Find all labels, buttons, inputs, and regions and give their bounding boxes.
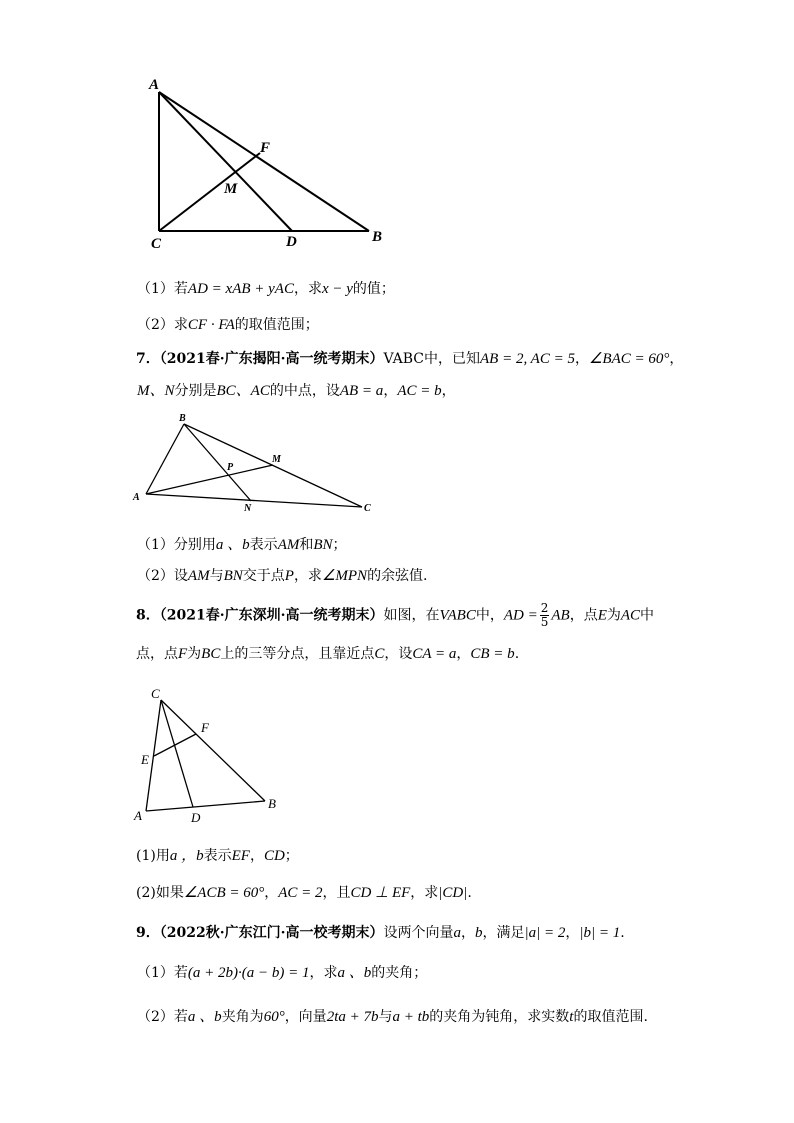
label-e: E bbox=[141, 752, 149, 767]
q8-line2: 点，点F为BC上的三等分点，且靠近点C，设CA = a，CB = b. bbox=[136, 646, 520, 662]
label-f: F bbox=[260, 140, 271, 156]
label-f: F bbox=[201, 720, 209, 735]
q9-line1: 9．（2022秋·广东江门·高一校考期末）设两个向量a，b，满足|a| = 2，|b| = 1. bbox=[136, 925, 625, 941]
q8-part1: (1)用a ，b表示EF，CD； bbox=[136, 848, 299, 864]
q8-line1: 8．（2021春·广东深圳·高一统考期末）如图，在VABC中，AD = $\frac{2}{5}$ AB，点E为AC中 bbox=[136, 601, 655, 629]
q6-part2: （2）求CF · FA的取值范围； bbox=[137, 317, 319, 333]
q7-part1: （1）分别用a 、b表示AM和BN； bbox=[137, 537, 347, 553]
q7-part2: （2）设AM与BN交于点P，求∠MPN的余弦值. bbox=[137, 568, 428, 584]
segment-ef bbox=[154, 734, 196, 756]
label-n: N bbox=[244, 503, 252, 514]
label-d: D bbox=[286, 234, 297, 250]
question-number: 9． bbox=[136, 925, 160, 941]
label-p: P bbox=[227, 462, 234, 473]
label-m: M bbox=[224, 181, 238, 197]
fraction-two-fifths: $\frac{2}{5}$ bbox=[540, 601, 549, 629]
q9-part1: （1）若(a + 2b)·(a − b) = 1，求a 、b的夹角； bbox=[137, 965, 428, 981]
label-c: C bbox=[151, 686, 160, 701]
question-source: （2021春·广东揭阳·高一统考期末） bbox=[159, 351, 384, 367]
label-b: B bbox=[372, 229, 383, 245]
question-source: （2022秋·广东江门·高一校考期末） bbox=[159, 925, 384, 941]
q6-part1: （1）若AD = xAB + yAC，求x − y的值； bbox=[137, 281, 395, 297]
label-m: M bbox=[272, 454, 281, 465]
label-c: C bbox=[151, 236, 162, 252]
label-a: A bbox=[133, 492, 140, 503]
q7-line1: 7．（2021春·广东揭阳·高一统考期末）VABC中，已知AB = 2, AC = 5，∠BAC = 60°， bbox=[136, 351, 684, 367]
label-d: D bbox=[191, 810, 201, 825]
label-b: B bbox=[179, 413, 186, 424]
label-c: C bbox=[364, 503, 371, 514]
question-source: （2021春·广东深圳·高一统考期末） bbox=[159, 607, 384, 624]
question-number: 8． bbox=[136, 607, 160, 624]
q9-part2: （2）若a 、b夹角为60°，向量2ta + 7b与a + tb的夹角为钝角，求实数t的取值范围. bbox=[137, 1009, 648, 1025]
label-a: A bbox=[134, 808, 142, 823]
segment-ab bbox=[146, 801, 265, 811]
q7-line2: M、N分别是BC、AC的中点，设AB = a，AC = b， bbox=[137, 383, 456, 399]
q8-part2: (2)如果∠ACB = 60°，AC = 2，且CD ⊥ EF，求|CD|. bbox=[136, 885, 472, 901]
label-b: B bbox=[268, 796, 276, 811]
question-number: 7． bbox=[136, 351, 160, 367]
label-a: A bbox=[149, 77, 160, 93]
